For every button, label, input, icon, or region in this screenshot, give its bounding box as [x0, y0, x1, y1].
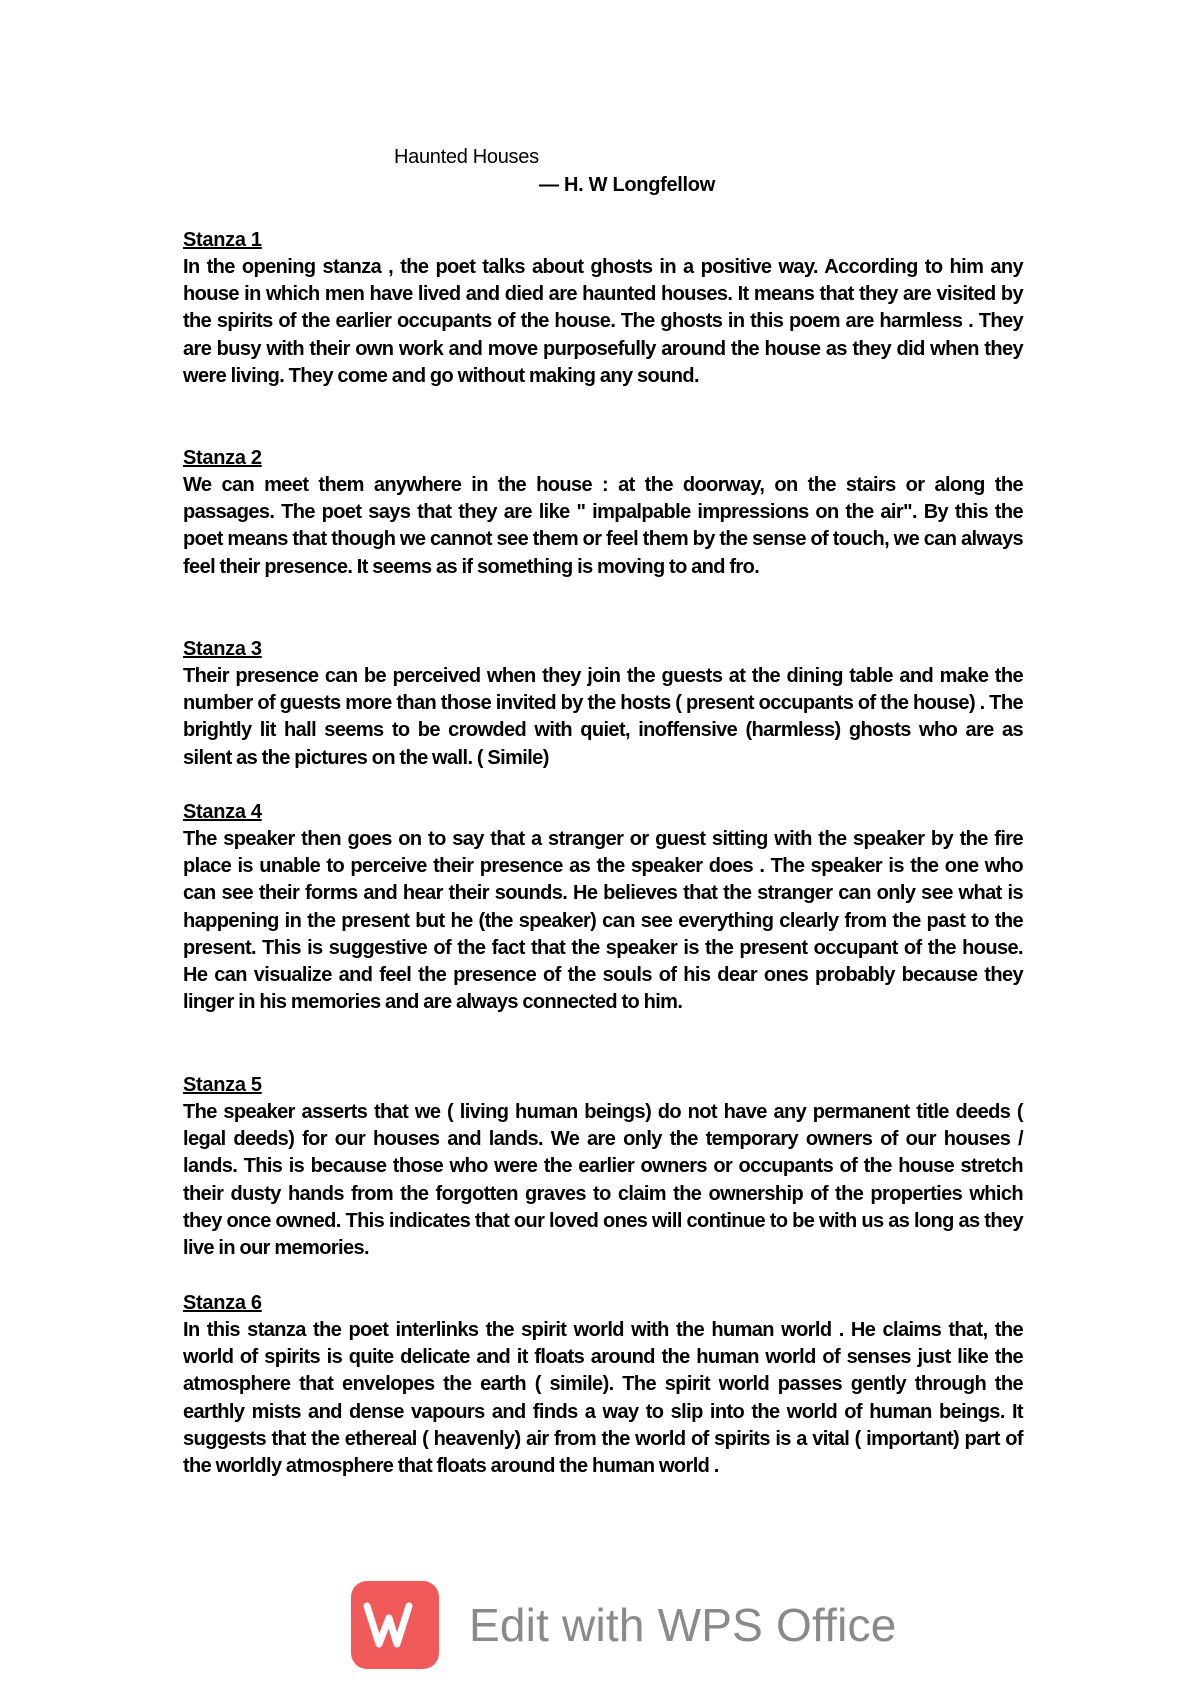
document-title: Haunted Houses [394, 146, 539, 168]
stanza-paragraph: In the opening stanza , the poet talks about ghosts in a positive way. According to him any house in which men have lived and died are haunted houses. It means that they are visited by the spirits of the earlier occupants of the house. The ghosts in this poem are harmless . They are busy with their own work and move purposefully around the house as they did when they were living. They come and go without making any sound. [183, 256, 1023, 387]
stanza-paragraph: The speaker then goes on to say that a stranger or guest sitting with the speaker by the fire place is unable to perceive their presence as the speaker does . The speaker is the one who can see their forms and hear their sounds. He believes that the stranger can only see what is happening in the present but he (the speaker) can see everything clearly from the past to the present. This is suggestive of the fact that the speaker is the present occupant of the house. He can visualize and feel the presence of the souls of his dear ones probably because they linger in his memories and are always connected to him. [183, 828, 1023, 1014]
stanza-paragraph: Their presence can be perceived when they join the guests at the dining table and make the number of guests more than those invited by the hosts ( present occupants of the house) . The brightly lit hall seems to be crowded with quiet, inoffensive (harmless) ghosts who are as silent as the pictures on the wall. ( Simile) [183, 665, 1023, 769]
stanza-paragraph: In this stanza the poet interlinks the spirit world with the human world . He claims that, the world of spirits is quite delicate and it floats around the human world of senses just like the atmosphere that envelopes the earth ( simile). The spirit world passes gently through the earthly mists and dense vapours and finds a way to slip into the world of human beings. It suggests that the ethereal ( heavenly) air from the world of spirits is a vital ( important) part of the worldly atmosphere that floats around the human world . [183, 1319, 1023, 1478]
document-author: — H. W Longfellow [539, 174, 715, 196]
stanza-1 [183, 227, 1023, 390]
stanza-paragraph: The speaker asserts that we ( living human beings) do not have any permanent title deeds ( legal deeds) for our houses and lands. We are only the temporary owners of our houses / lands. This is because those who were the earlier owners or occupants of the house stretch their dusty hands from the forgotten graves to claim the ownership of the properties which they once owned. This indicates that our loved ones will continue to be with us as long as they live in our memories. [183, 1101, 1023, 1260]
stanza-6 [183, 1290, 1023, 1480]
stanza-heading: Stanza 5 [183, 1074, 262, 1096]
stanza-heading: Stanza 2 [183, 447, 262, 469]
stanza-heading: Stanza 3 [183, 638, 262, 660]
stanza-5 [183, 1072, 1023, 1262]
stanza-heading: Stanza 4 [183, 801, 262, 823]
stanza-2 [183, 445, 1023, 581]
stanza-heading: Stanza 1 [183, 229, 262, 251]
stanza-4 [183, 799, 1023, 1016]
wps-logo-icon [351, 1581, 439, 1669]
wps-watermark[interactable] [351, 1581, 897, 1669]
stanza-paragraph: We can meet them anywhere in the house : at the doorway, on the stairs or along the passages. The poet says that they are like " impalpable impressions on the air". By this the poet means that though we cannot see them or feel them by the sense of touch, we can always feel their presence. It seems as if something is moving to and fro. [183, 474, 1023, 578]
wps-edit-label: Edit with WPS Office [469, 1599, 897, 1651]
stanza-3 [183, 636, 1023, 772]
stanza-heading: Stanza 6 [183, 1292, 262, 1314]
